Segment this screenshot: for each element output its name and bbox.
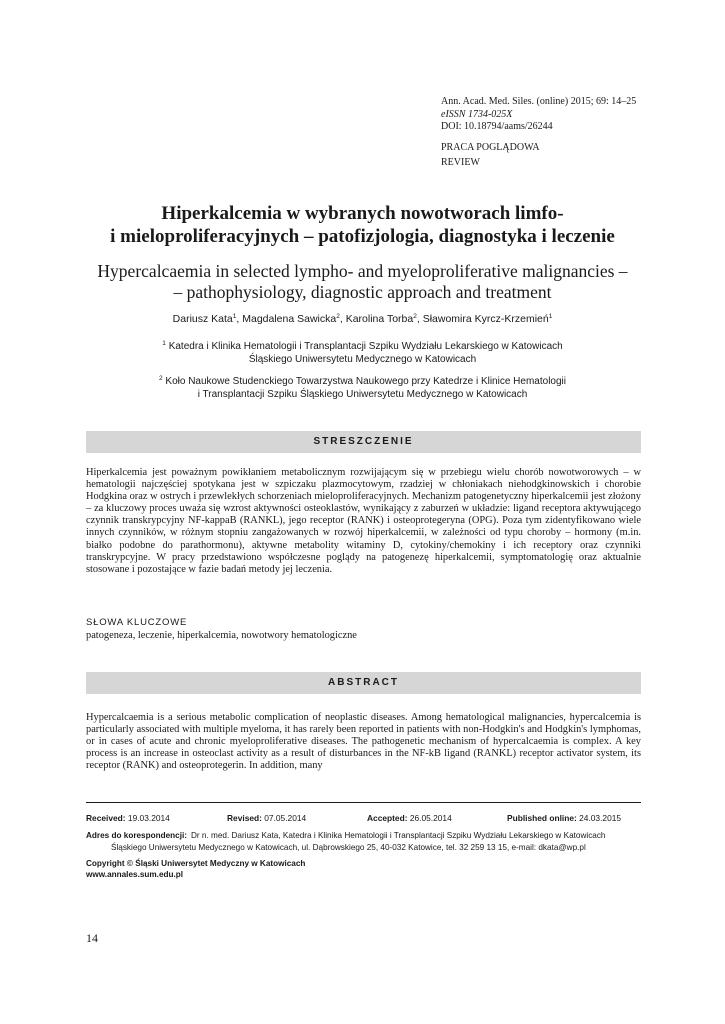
author-affiliation-mark: 1 bbox=[548, 313, 553, 320]
journal-doi: DOI: 10.18794/aams/26244 bbox=[441, 121, 553, 132]
author-name: Karolina Torba bbox=[345, 313, 414, 325]
affiliation-mark: 1 bbox=[162, 340, 166, 347]
affiliation-line: i Transplantacji Szpiku Śląskiego Uniwersytetu Medycznego w Katowicach bbox=[197, 389, 528, 400]
title-english bbox=[60, 261, 665, 302]
title-english-line1: Hypercalcaemia in selected lympho- and myeloproliferative malignancies – bbox=[97, 261, 628, 281]
website-link[interactable]: www.annales.sum.edu.pl bbox=[86, 870, 184, 879]
received-date: Received: 19.03.2014 bbox=[86, 813, 170, 823]
author-name: Dariusz Kata bbox=[172, 313, 233, 325]
affiliation-line: Koło Naukowe Studenckiego Towarzystwa Naukowego przy Katedrze i Klinice Hematologii bbox=[165, 376, 566, 387]
affiliation-mark: 2 bbox=[159, 375, 163, 382]
streszczenie-text: Hiperkalcemia jest poważnym powikłaniem metabolicznym rozwijającym się w przebiegu wielu chorób nowotworowych – w hematologii najczęściej spotykana jest w szpiczaku plazmocytowym, rzadziej w chłoniakach niehodgkinowskich i chorobie Hodgkina oraz w ostrych i przewlekłych schorzeniach mieloproliferacyjnych. Mechanizm patogenetyczny hiperkalcemii jest złożony – za kluczowy proces uważa się wzrost aktywności osteoklastów, wynikający z zaburzeń w układzie: ligand receptora aktywującego czynnik transkrypcyjny NF-kappaB (RANKL), jego receptor (RANK) i osteoprotegeryna (OPG). Poza tym zidentyfikowano wiele innych czynników, w różnym stopniu zangażowanych w rozwój hiperkalcemii, w zależności od typu choroby – hormony (m.in. białko podobne do parathormonu), aktywne metabolity witaminy D, cytokiny/chemokiny i ich receptory oraz czynniki transkrypcyjne. W pracy przedstawiono współczesne poglądy na patogenezę hiperkalcemii, symptomatologię oraz aktualnie stosowane i pozostające w fazie badań metody jej leczenia. bbox=[86, 467, 641, 575]
published-date: Published online: 24.03.2015 bbox=[507, 813, 622, 823]
author-affiliation-mark: 2 bbox=[413, 313, 417, 320]
revised-date: Revised: 07.05.2014 bbox=[227, 813, 307, 823]
accepted-date: Accepted: 26.05.2014 bbox=[367, 813, 452, 823]
title-english-line2: – pathophysiology, diagnostic approach and treatment bbox=[173, 281, 552, 302]
keywords-heading: SŁOWA KLUCZOWE bbox=[86, 617, 188, 628]
author-affiliation-mark: 1 bbox=[232, 313, 237, 320]
journal-info bbox=[441, 96, 701, 134]
article-type bbox=[441, 140, 540, 170]
copyright-line: Copyright © Śląski Uniwersytet Medyczny w Katowicach bbox=[86, 859, 306, 868]
affiliation-line: Katedra i Klinika Hematologii i Transplantacji Szpiku Wydziału Lekarskiego w Katowicach bbox=[168, 341, 563, 352]
streszczenie-heading: STRESZCZENIE bbox=[86, 431, 641, 453]
abstract-heading: ABSTRACT bbox=[86, 672, 641, 694]
keywords-text: patogeneza, leczenie, hiperkalcemia, nowotwory hematologiczne bbox=[86, 630, 357, 641]
page-number: 14 bbox=[86, 931, 98, 945]
title-polish bbox=[60, 202, 665, 248]
correspondence-label: Adres do korespondencji: bbox=[86, 831, 187, 840]
journal-citation: Ann. Acad. Med. Siles. (online) 2015; 69: 14–25 bbox=[441, 96, 637, 107]
author-name: Sławomira Kyrcz-Krzemień bbox=[422, 313, 549, 325]
affiliation-2 bbox=[60, 375, 665, 401]
affiliation-line: Śląskiego Uniwersytetu Medycznego w Katowicach bbox=[248, 354, 477, 365]
author-name: Magdalena Sawicka bbox=[242, 313, 337, 325]
title-polish-line2: i mieloproliferacyjnych – patofizjologia, diagnostyka i leczenie bbox=[110, 226, 615, 247]
article-type-pl: PRACA POGLĄDOWA bbox=[441, 142, 540, 153]
abstract-text: Hypercalcaemia is a serious metabolic complication of neoplastic diseases. Among hematological malignancies, hypercalcemia is particularly associated with multiple myeloma, it has rarely been reported in patients with non-Hodgkin's and Hodgkin's lymphomas, or in cases of acute and chronic myeloproliferative diseases. The pathogenetic mechanism of hypercalcaemia is complex. A key process is an increase in osteoclast activity as a result of disturbances in the NF-kB ligand (RANKL) receptor activator system, its receptor (RANK) and osteoprotegerin. In addition, many bbox=[86, 712, 641, 772]
footer-divider bbox=[86, 802, 641, 803]
author-list: Dariusz Kata$^1$, Magdalena Sawicka$^2$, Karolina Torba$^2$, Sławomira Kyrcz-Krzemień$^1$ bbox=[172, 313, 553, 325]
title-polish-line1: Hiperkalcemia w wybranych nowotworach limfo- bbox=[161, 203, 564, 224]
copyright bbox=[86, 858, 305, 880]
affiliation-1 bbox=[60, 340, 665, 366]
correspondence-line1: Dr n. med. Dariusz Kata, Katedra i Klinika Hematologii i Transplantacji Szpiku Wydziału Lekarskiego w Katowicach bbox=[191, 831, 606, 840]
article-type-en: REVIEW bbox=[441, 157, 480, 168]
journal-issn: eISSN 1734-025X bbox=[441, 108, 513, 120]
correspondence-line2: Śląskiego Uniwersytetu Medycznego w Katowicach, ul. Dąbrowskiego 25, 40-032 Katowice, tel. 32 259 13 15, e-mail: dkata@wp.pl bbox=[111, 842, 586, 852]
author-affiliation-mark: 2 bbox=[336, 313, 340, 320]
